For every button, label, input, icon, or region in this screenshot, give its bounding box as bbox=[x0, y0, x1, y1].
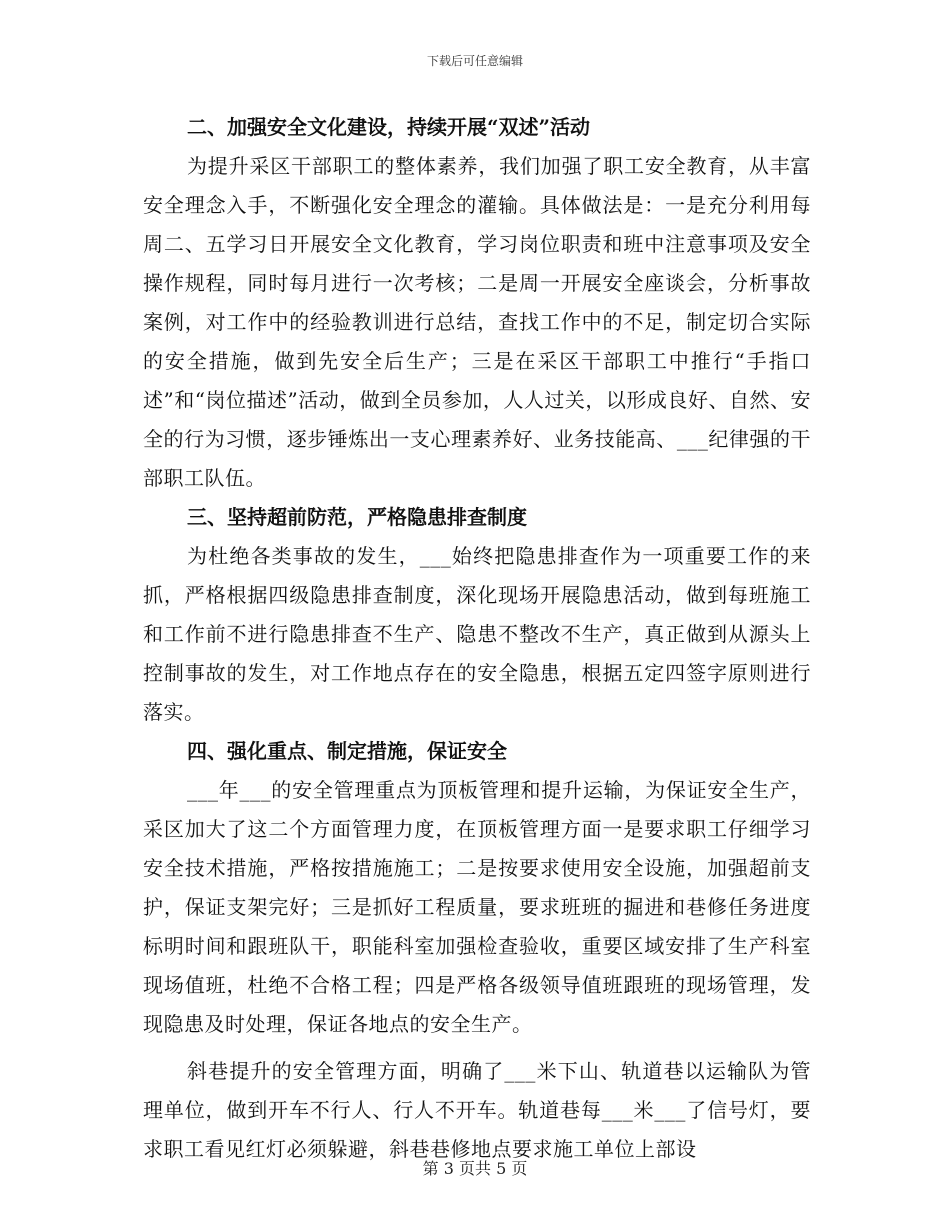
section-4 bbox=[143, 732, 811, 1169]
section-heading: 三、坚持超前防范，严格隐患排查制度 bbox=[187, 505, 527, 529]
section-3 bbox=[143, 498, 811, 732]
section-heading: 二、加强安全文化建设，持续开展“双述”活动 bbox=[187, 115, 591, 139]
paragraph: 为杜绝各类事故的发生，___始终把隐患排查作为一项重要工作的来抓，严格根据四级隐患排查制度，深化现场开展隐患活动，做到每班施工和工作前不进行隐患排查不生产、隐患不整改不生产，真正做到从源头上控制事故的发生，对工作地点存在的安全隐患，根据五定四签字原则进行落实。 bbox=[143, 544, 811, 724]
paragraph: 为提升采区干部职工的整体素养，我们加强了职工安全教育，从丰富安全理念入手，不断强化安全理念的灌输。具体做法是：一是充分利用每周二、五学习日开展安全文化教育，学习岗位职责和班中注意事项及安全操作规程，同时每月进行一次考核；二是周一开展安全座谈会，分析事故案例，对工作中的经验教训进行总结，查找工作中的不足，制定切合实际的安全措施，做到先安全后生产；三是在采区干部职工中推行“手指口述”和“岗位描述”活动，做到全员参加，人人过关，以形成良好、自然、安全的行为习惯，逐步锤炼出一支心理素养好、业务技能高、___纪律强的干部职工队伍。 bbox=[143, 154, 811, 490]
section-heading: 四、强化重点、制定措施，保证安全 bbox=[187, 739, 507, 763]
page-header: 下载后可任意编辑 bbox=[426, 54, 523, 68]
page-footer: 第 3 页共 5 页 bbox=[422, 1159, 528, 1178]
paragraph: 斜巷提升的安全管理方面，明确了___米下山、轨道巷以运输队为管理单位，做到开车不行人、行人不开车。轨道巷每___米___了信号灯，要求职工看见红灯必须躲避，斜巷巷修地点要求施工单位上部设 bbox=[143, 1059, 811, 1161]
section-2 bbox=[143, 108, 811, 498]
paragraph: ___年___的安全管理重点为顶板管理和提升运输，为保证安全生产，采区加大了这二个方面管理力度，在顶板管理方面一是要求职工仔细学习安全技术措施，严格按措施施工；二是按要求使用安全设施，加强超前支护，保证支架完好；三是抓好工程质量，要求班班的掘进和巷修任务进度标明时间和跟班队干，职能科室加强检查验收，重要区域安排了生产科室现场值班，杜绝不合格工程；四是严格各级领导值班跟班的现场管理，发现隐患及时处理，保证各地点的安全生产。 bbox=[143, 778, 811, 1036]
document-body bbox=[143, 108, 811, 1169]
